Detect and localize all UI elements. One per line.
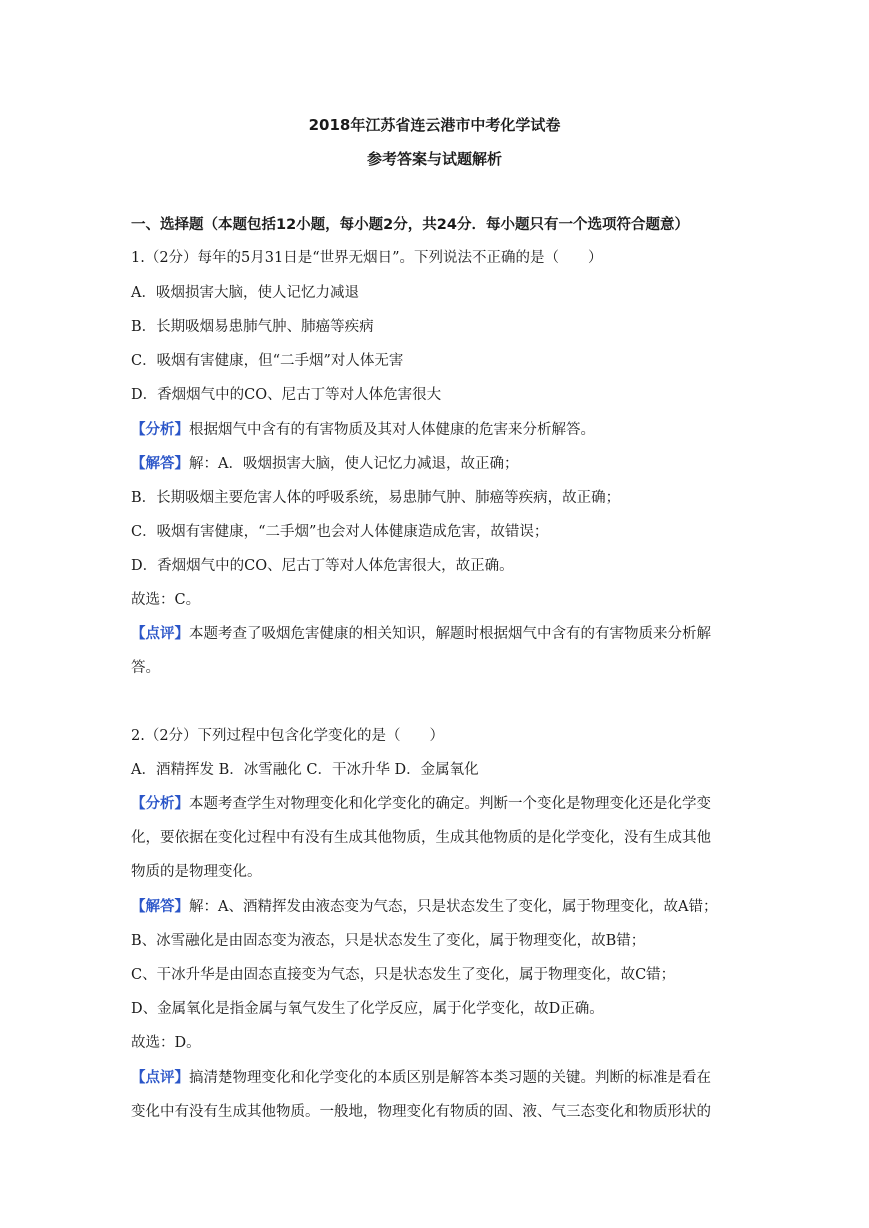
q1-comment: [131, 624, 741, 644]
comment-tag: 【点评】: [131, 1070, 189, 1086]
q1-analysis-text: 根据烟气中含有的有害物质及其对人体健康的危害来分析解答。: [189, 422, 595, 438]
q2-answer-line-2: B、冰雪融化是由固态变为液态，只是状态发生了变化，属于物理变化，故B错；: [131, 933, 646, 949]
q2-analysis-line-1: 本题考查学生对物理变化和化学变化的确定。判断一个变化是物理变化还是化学变: [189, 796, 711, 812]
section-heading: 一、选择题（本题包括12小题，每小题2分，共24分．每小题只有一个选项符合题意）: [131, 217, 689, 233]
q1-answer-line-4: D．香烟烟气中的CO、尼古丁等对人体危害很大，故正确。: [131, 558, 514, 574]
q2-comment-line-2: 变化中有没有生成其他物质。一般地，物理变化有物质的固、液、气三态变化和物质形状的: [131, 1104, 711, 1120]
document-subtitle: 参考答案与试题解析: [366, 150, 502, 168]
q2-answer: [131, 897, 741, 917]
q2-answer-line-4: D、金属氧化是指金属与氧气发生了化学反应，属于化学变化，故D正确。: [131, 1001, 604, 1017]
q1-choice: 故选：C。: [131, 592, 201, 608]
q1-comment-line-1: 本题考查了吸烟危害健康的相关知识，解题时根据烟气中含有的有害物质来分析解: [189, 626, 711, 642]
q1-option-a: A．吸烟损害大脑，使人记忆力减退: [131, 285, 359, 301]
q2-comment: [131, 1068, 741, 1088]
comment-tag: 【点评】: [131, 626, 189, 642]
q1-option-d: D．香烟烟气中的CO、尼古丁等对人体危害很大: [131, 387, 442, 403]
q1-stem: 1.（2分）每年的5月31日是“世界无烟日”。下列说法不正确的是（ ）: [131, 250, 603, 266]
q1-comment-line-2: 答。: [131, 660, 160, 676]
q1-answer: [131, 454, 741, 474]
q2-analysis-line-2: 化，要依据在变化过程中有没有生成其他物质，生成其他物质的是化学变化，没有生成其他: [131, 830, 711, 846]
document-title: 2018年江苏省连云港市中考化学试卷: [308, 116, 561, 134]
q1-analysis: [131, 420, 741, 440]
analysis-tag: 【分析】: [131, 422, 189, 438]
q2-analysis-line-3: 物质的是物理变化。: [131, 864, 262, 880]
q2-analysis: [131, 794, 741, 814]
q2-comment-line-1: 搞清楚物理变化和化学变化的本质区别是解答本类习题的关键。判断的标准是看在: [189, 1070, 711, 1086]
q2-answer-line-3: C、干冰升华是由固态直接变为气态，只是状态发生了变化，属于物理变化，故C错；: [131, 967, 676, 983]
q1-option-b: B．长期吸烟易患肺气肿、肺癌等疾病: [131, 319, 374, 335]
answer-tag: 【解答】: [131, 456, 189, 472]
q1-option-c: C．吸烟有害健康，但“二手烟”对人体无害: [131, 353, 404, 369]
analysis-tag: 【分析】: [131, 796, 189, 812]
q1-answer-line-2: B．长期吸烟主要危害人体的呼吸系统，易患肺气肿、肺癌等疾病，故正确；: [131, 490, 621, 506]
q2-options: A．酒精挥发 B．冰雪融化 C．干冰升华 D．金属氧化: [131, 762, 479, 778]
q1-answer-line-3: C．吸烟有害健康，“二手烟”也会对人体健康造成危害，故错误；: [131, 524, 549, 540]
q1-answer-line-1: 解：A．吸烟损害大脑，使人记忆力减退，故正确；: [189, 456, 519, 472]
answer-tag: 【解答】: [131, 899, 189, 915]
q2-answer-line-1: 解：A、酒精挥发由液态变为气态，只是状态发生了变化，属于物理变化，故A错；: [189, 899, 718, 915]
q2-choice: 故选：D。: [131, 1035, 201, 1051]
q2-stem: 2.（2分）下列过程中包含化学变化的是（ ）: [131, 728, 445, 744]
